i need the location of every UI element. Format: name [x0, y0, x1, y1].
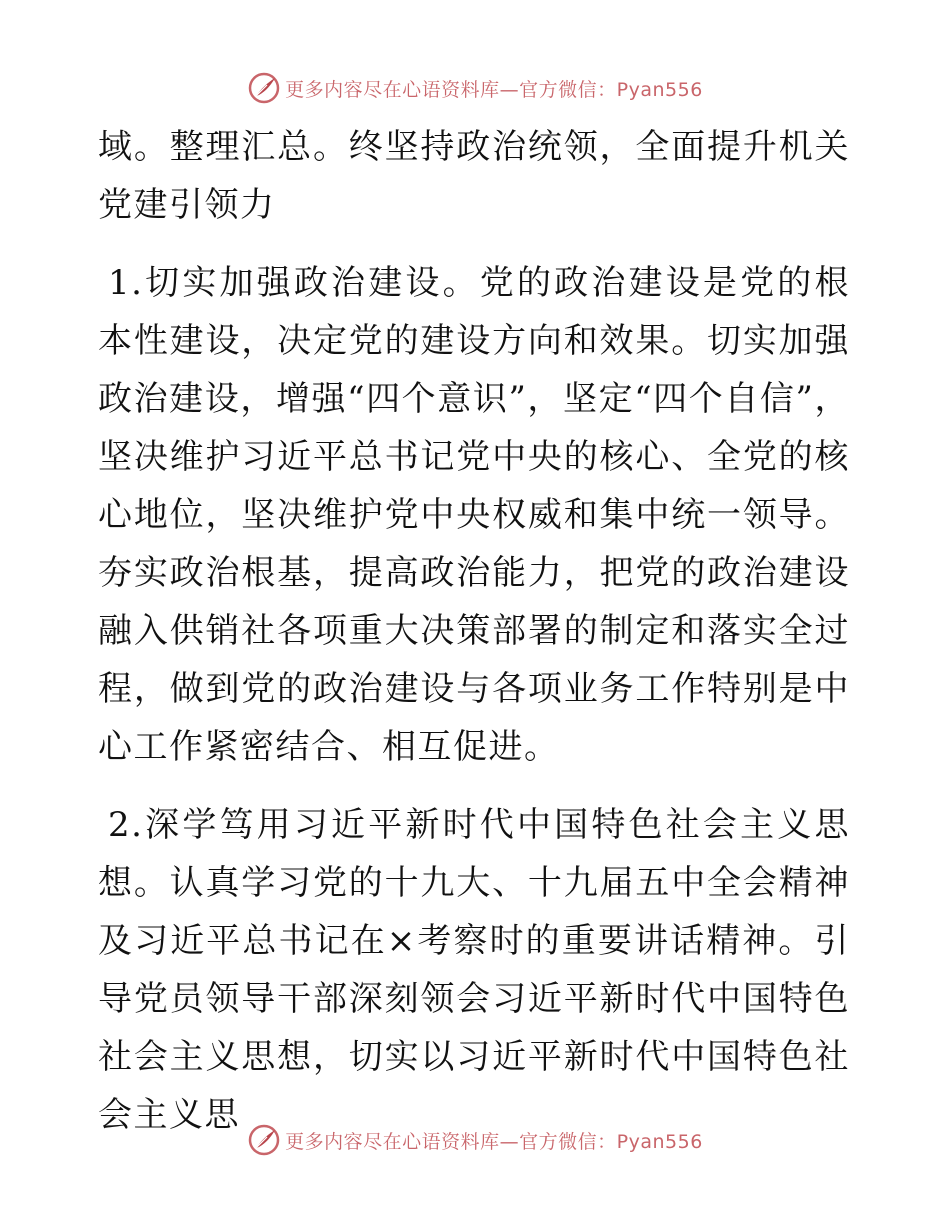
watermark-text: 更多内容尽在心语资料库—官方微信：Pyan556	[285, 78, 703, 101]
footer-watermark	[0, 1120, 950, 1160]
item-2-paragraph: 2.深学笃用习近平新时代中国特色社会主义思想。认真学习党的十九大、十九届五中全会精神及习近平总书记在×考察时的重要讲话精神。引导党员领导干部深刻领会习近平新时代中国特色社会主义思想，切实以习近平新时代中国特色社会主义思	[98, 805, 850, 1135]
item-1-paragraph: 1.切实加强政治建设。党的政治建设是党的根本性建设，决定党的建设方向和效果。切实加强政治建设，增强“四个意识”，坚定“四个自信”，坚决维护习近平总书记党中央的核心、全党的核心地位，坚决维护党中央权威和集中统一领导。夯实政治根基，提高政治能力，把党的政治建设融入供销社各项重大决策部署的制定和落实全过程，做到党的政治建设与各项业务工作特别是中心工作紧密结合、相互促进。	[98, 263, 850, 767]
document-body	[98, 118, 850, 1164]
watermark-text: 更多内容尽在心语资料库—官方微信：Pyan556	[285, 1130, 703, 1153]
feather-pen-circle-icon	[247, 1123, 281, 1157]
section-heading-paragraph: 域。整理汇总。终坚持政治统领，全面提升机关党建引领力	[98, 127, 850, 225]
header-watermark	[0, 68, 950, 108]
feather-pen-circle-icon	[247, 71, 281, 105]
